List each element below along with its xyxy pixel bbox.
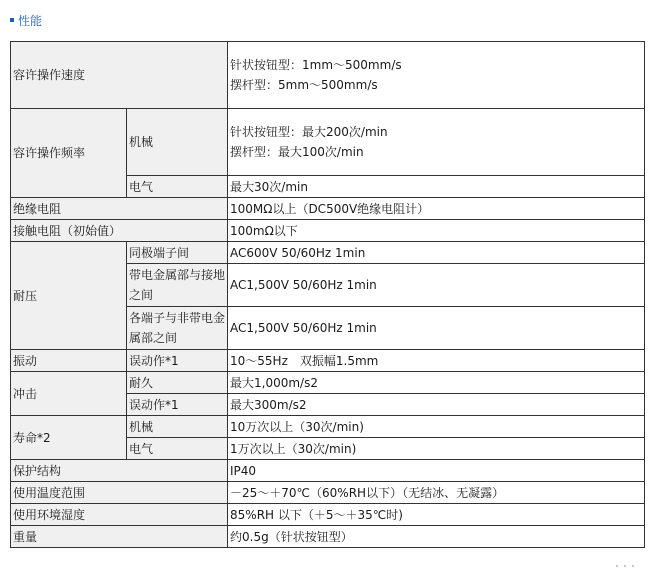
sub-label-mechanical: 机械: [127, 109, 228, 176]
table-row: [11, 220, 645, 242]
table-row: [11, 242, 645, 264]
table-row: [11, 526, 645, 548]
row-value-frequency-mechanical: [228, 109, 645, 176]
row-value-life-mechanical: 10万次以上（30次/min): [228, 416, 645, 438]
row-label-vibration: 振动: [11, 350, 127, 372]
row-label-frequency: 容许操作频率: [11, 109, 127, 198]
row-value-shock-malfunction: 最大300m/s2: [228, 394, 645, 416]
sub-label-line: 之间: [129, 288, 154, 302]
row-value-weight: 约0.5g（针状按钮型）: [228, 526, 645, 548]
table-row: [11, 372, 645, 394]
row-label-shock: 冲击: [11, 372, 127, 416]
row-value-protection: IP40: [228, 460, 645, 482]
sub-label-malfunction: 误动作*1: [127, 350, 228, 372]
row-label-humidity: 使用环境湿度: [11, 504, 228, 526]
section-title: 性能: [18, 13, 43, 28]
row-value-contact-resistance: 100mΩ以下: [228, 220, 645, 242]
row-label-insulation: 绝缘电阻: [11, 198, 228, 220]
decorative-dots: [616, 556, 646, 566]
table-row: [11, 42, 645, 109]
row-value-insulation: 100MΩ以上（DC500V绝缘电阻计）: [228, 198, 645, 220]
table-row: [11, 198, 645, 220]
row-value-withstand-3: AC1,500V 50/60Hz 1min: [228, 307, 645, 350]
sub-label-electrical: 电气: [127, 438, 228, 460]
sub-label-live-metal-ground: [127, 264, 228, 307]
row-label-life: 寿命*2: [11, 416, 127, 460]
row-value-frequency-electrical: 最大30次/min: [228, 176, 645, 198]
sub-label-line: 属部之间: [129, 331, 178, 345]
sub-label-durability: 耐久: [127, 372, 228, 394]
speed-value-line: 针状按钮型：1mm～500mm/s: [230, 58, 402, 72]
table-row: [11, 350, 645, 372]
table-row: [11, 504, 645, 526]
sub-label-terminal-nonlive: [127, 307, 228, 350]
sub-label-same-pole: 同极端子间: [127, 242, 228, 264]
performance-table: [10, 41, 645, 548]
dot-icon: [632, 565, 634, 567]
sub-label-malfunction: 误动作*1: [127, 394, 228, 416]
row-value-life-electrical: 1万次以上（30次/min): [228, 438, 645, 460]
row-value-humidity: 85%RH 以下（＋5～＋35℃时): [228, 504, 645, 526]
sub-label-electrical: 电气: [127, 176, 228, 198]
row-label-weight: 重量: [11, 526, 228, 548]
table-row: [11, 482, 645, 504]
sub-label-mechanical: 机械: [127, 416, 228, 438]
frequency-value-line: 针状按钮型：最大200次/min: [230, 125, 388, 139]
sub-label-line: 各端子与非带电金: [129, 311, 226, 325]
dot-icon: [624, 565, 626, 567]
table-row: [11, 109, 645, 176]
row-label-contact-resistance: 接触电阻（初始值）: [11, 220, 228, 242]
dot-icon: [616, 565, 618, 567]
section-heading: [10, 12, 42, 28]
row-value-withstand-2: AC1,500V 50/60Hz 1min: [228, 264, 645, 307]
row-value-withstand-1: AC600V 50/60Hz 1min: [228, 242, 645, 264]
row-value-temperature: －25～＋70℃（60%RH以下）（无结冰、无凝露）: [228, 482, 645, 504]
row-label-speed: 容许操作速度: [11, 42, 228, 109]
speed-value-line: 摆杆型：5mm～500mm/s: [230, 78, 378, 92]
row-label-temperature: 使用温度范围: [11, 482, 228, 504]
row-label-withstand: 耐压: [11, 242, 127, 350]
row-label-protection: 保护结构: [11, 460, 228, 482]
row-value-speed: [228, 42, 645, 109]
table-row: [11, 416, 645, 438]
row-value-vibration: 10～55Hz 双振幅1.5mm: [228, 350, 645, 372]
table-row: [11, 460, 645, 482]
sub-label-line: 带电金属部与接地: [129, 268, 226, 282]
frequency-value-line: 摆杆型：最大100次/min: [230, 145, 364, 159]
square-bullet-icon: [10, 18, 14, 22]
row-value-shock-durability: 最大1,000m/s2: [228, 372, 645, 394]
